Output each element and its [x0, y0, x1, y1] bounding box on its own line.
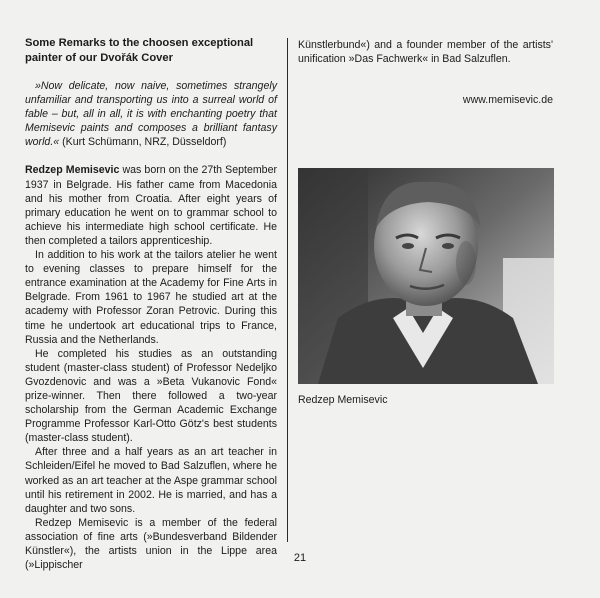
bio-paragraph-5: Redzep Memisevic is a member of the federal association of fine arts (»Bundesverband Bildender Künstler«), the artists union in the Lippe area (»Lippischer: [25, 516, 277, 572]
bio-paragraph-1: Redzep Memisevic was born on the 27th September 1937 in Belgrade. His father came from Macedonia and his mother from Croatia. After eight years of primary education he went on to grammar school to achieve his intermediate high school certificate. He then completed a tailors apprenticeship.: [25, 164, 277, 247]
bio-paragraph-3: He completed his studies as an outstanding student (master-class student) of Professor Nedeljko Gvozdenovic and was a »Beta Vukanovic Fond« prize-winner. Then there followed a two-year scholarship from the German Academic Exchange Programme Professor Karl-Otto Götz's best students (master-class student).: [25, 347, 277, 445]
right-column: [298, 38, 553, 66]
page-number: 21: [293, 552, 307, 564]
biography: [25, 163, 277, 572]
website-link[interactable]: www.memisevic.de: [462, 94, 553, 106]
photo-caption: Redzep Memisevic: [298, 394, 388, 406]
quote-source: (Kurt Schümann, NRZ, Düsseldorf): [62, 136, 227, 149]
artist-photo: [298, 168, 554, 384]
bio-paragraph-2: In addition to his work at the tailors atelier he went to evening classes to prepare himself for the entrance examination at the Academy for Fine Arts in Belgrade. From 1961 to 1967 he studied art at the academy with Professor Zoran Petrovic. During this time he undertook art educational trips to France, Russia and the Netherlands.: [25, 249, 277, 346]
artist-name: Redzep Memisevic: [25, 164, 120, 177]
article-heading: Some Remarks to the choosen exceptional painter of our Dvořák Cover: [25, 37, 254, 64]
quote-text: »Now delicate, now naive, sometimes strangely unfamiliar and transporting us into a surreal world of fable – but, all in all, it is with enchanting poetry that Memisevic paints and composes a brilliant fantasy world.«: [25, 80, 277, 149]
bio-paragraph-4: After three and a half years as an art teacher in Schleiden/Eifel he moved to Bad Salzuflen, where he worked as an art teacher at the Aspe grammar school until his retirement in 2002. He is married, and has a daughter and two sons.: [25, 446, 277, 515]
left-column: [25, 36, 277, 572]
pull-quote: [25, 79, 277, 149]
bio-continuation: Künstlerbund«) and a founder member of the artists' unification »Das Fachwerk« in Bad Salzuflen.: [298, 39, 553, 66]
column-divider: [287, 38, 288, 542]
